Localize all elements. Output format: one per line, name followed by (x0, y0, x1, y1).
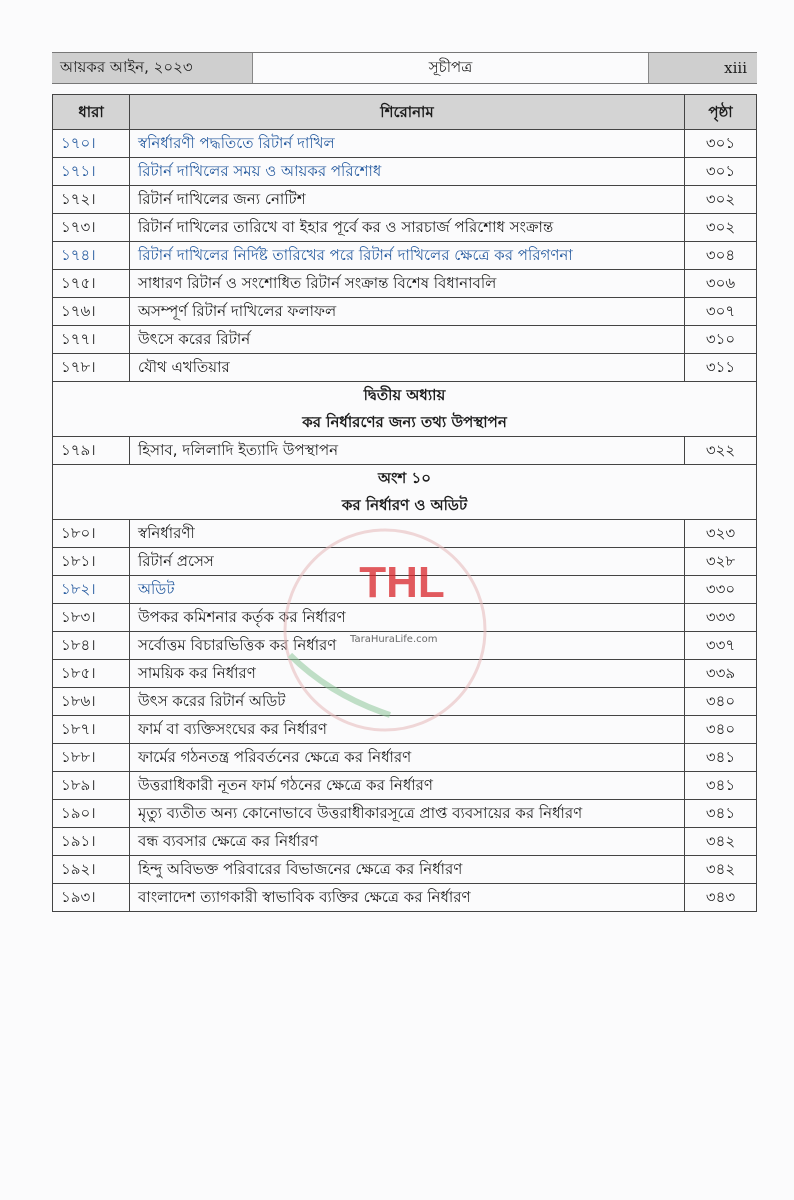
table-row (53, 744, 757, 772)
section-number: ১৭৩। (53, 214, 130, 242)
table-row (53, 158, 757, 186)
section-title: উৎস করের রিটার্ন অডিট (130, 688, 685, 716)
page-number-cell: ৩০২ (685, 186, 757, 214)
section-title: স্বনির্ধারণী (130, 520, 685, 548)
section-number: ১৮৫। (53, 660, 130, 688)
part-number: অংশ ১০ (53, 465, 757, 493)
section-title: সাময়িক কর নির্ধারণ (130, 660, 685, 688)
table-row (53, 326, 757, 354)
section-title: ফার্ম বা ব্যক্তিসংঘের কর নির্ধারণ (130, 716, 685, 744)
section-number: ১৮২। (53, 576, 130, 604)
section-title: রিটার্ন প্রসেস (130, 548, 685, 576)
page-number-cell: ৩৩৭ (685, 632, 757, 660)
section-title: উত্তরাধিকারী নূতন ফার্ম গঠনের ক্ষেত্রে কর নির্ধারণ (130, 772, 685, 800)
section-number: ১৮৪। (53, 632, 130, 660)
table-row (53, 884, 757, 912)
section-number: ১৮৭। (53, 716, 130, 744)
page-number-cell: ৩০৪ (685, 242, 757, 270)
table-row (53, 270, 757, 298)
chapter-heading (53, 382, 757, 437)
section-number: ১৭৪। (53, 242, 130, 270)
table-row (53, 688, 757, 716)
section-title: সূচীপত্র (252, 53, 649, 83)
table-row (53, 660, 757, 688)
section-title: সর্বোত্তম বিচারভিত্তিক কর নির্ধারণ (130, 632, 685, 660)
page-number-cell: ৩২৮ (685, 548, 757, 576)
section-number: ১৯২। (53, 856, 130, 884)
section-number: ১৭৯। (53, 437, 130, 465)
section-title: বাংলাদেশ ত্যাগকারী স্বাভাবিক ব্যক্তির ক্ষেত্রে কর নির্ধারণ (130, 884, 685, 912)
table-row (53, 772, 757, 800)
table-row (53, 242, 757, 270)
section-title: অডিট (130, 576, 685, 604)
section-title: অসম্পূর্ণ রিটার্ন দাখিলের ফলাফল (130, 298, 685, 326)
page-number-cell: ৩৪১ (685, 744, 757, 772)
part-heading (53, 465, 757, 520)
table-row (53, 800, 757, 828)
page-number-cell: ৩৪১ (685, 800, 757, 828)
section-title: হিন্দু অবিভক্ত পরিবারের বিভাজনের ক্ষেত্রে কর নির্ধারণ (130, 856, 685, 884)
page-number-cell: ৩০১ (685, 130, 757, 158)
chapter-title: কর নির্ধারণের জন্য তথ্য উপস্থাপন (53, 409, 757, 437)
page-number-cell: ৩৪২ (685, 856, 757, 884)
chapter-number: দ্বিতীয় অধ্যায় (53, 382, 757, 410)
page-number-cell: ৩০১ (685, 158, 757, 186)
section-title: সাধারণ রিটার্ন ও সংশোধিত রিটার্ন সংক্রান্ত বিশেষ বিধানাবলি (130, 270, 685, 298)
part-title: কর নির্ধারণ ও অডিট (53, 492, 757, 520)
section-number: ১৭০। (53, 130, 130, 158)
rows-group-b (53, 437, 757, 465)
section-title: স্বনির্ধারণী পদ্ধতিতে রিটার্ন দাখিল (130, 130, 685, 158)
section-title: হিসাব, দলিলাদি ইত্যাদি উপস্থাপন (130, 437, 685, 465)
table-row (53, 186, 757, 214)
page-number: xiii (649, 53, 757, 83)
running-header (52, 52, 757, 84)
rows-group-a (53, 130, 757, 382)
watermark-site: TaraHuraLife.com (350, 634, 438, 645)
section-number: ১৯০। (53, 800, 130, 828)
section-number: ১৯১। (53, 828, 130, 856)
table-row (53, 576, 757, 604)
section-title: উৎসে করের রিটার্ন (130, 326, 685, 354)
table-header-row (53, 95, 757, 130)
section-number: ১৮৮। (53, 744, 130, 772)
table-row (53, 437, 757, 465)
page-number-cell: ৩৪১ (685, 772, 757, 800)
table-row (53, 716, 757, 744)
page-number-cell: ৩৩০ (685, 576, 757, 604)
section-number: ১৭১। (53, 158, 130, 186)
section-title: ফার্মের গঠনতন্ত্র পরিবর্তনের ক্ষেত্রে কর নির্ধারণ (130, 744, 685, 772)
page-number-cell: ৩৪০ (685, 716, 757, 744)
rows-group-c (53, 520, 757, 912)
section-number: ১৮০। (53, 520, 130, 548)
page-number-cell: ৩২৩ (685, 520, 757, 548)
table-row (53, 520, 757, 548)
section-number: ১৭৮। (53, 354, 130, 382)
table-row (53, 298, 757, 326)
table-row (53, 828, 757, 856)
column-header-title: শিরোনাম (130, 95, 685, 130)
table-row (53, 632, 757, 660)
section-title: রিটার্ন দাখিলের তারিখে বা ইহার পূর্বে কর ও সারচার্জ পরিশোধ সংক্রান্ত (130, 214, 685, 242)
table-row (53, 548, 757, 576)
section-number: ১৭২। (53, 186, 130, 214)
page-number-cell: ৩৪৩ (685, 884, 757, 912)
section-title: মৃত্যু ব্যতীত অন্য কোনোভাবে উত্তরাধীকারসূত্রে প্রাপ্ত ব্যবসায়ের কর নির্ধারণ (130, 800, 685, 828)
table-row (53, 604, 757, 632)
section-title: উপকর কমিশনার কর্তৃক কর নির্ধারণ (130, 604, 685, 632)
table-row (53, 214, 757, 242)
section-title: রিটার্ন দাখিলের সময় ও আয়কর পরিশোধ (130, 158, 685, 186)
page-number-cell: ৩৩৩ (685, 604, 757, 632)
page-number-cell: ৩১০ (685, 326, 757, 354)
page-number-cell: ৩০৭ (685, 298, 757, 326)
page-number-cell: ৩২২ (685, 437, 757, 465)
section-number: ১৮৯। (53, 772, 130, 800)
section-title: বন্ধ ব্যবসার ক্ষেত্রে কর নির্ধারণ (130, 828, 685, 856)
table-row (53, 354, 757, 382)
page-number-cell: ৩১১ (685, 354, 757, 382)
column-header-section: ধারা (53, 95, 130, 130)
section-number: ১৭৫। (53, 270, 130, 298)
section-number: ১৮১। (53, 548, 130, 576)
section-title: রিটার্ন দাখিলের নির্দিষ্ট তারিখের পরে রিটার্ন দাখিলের ক্ষেত্রে কর পরিগণনা (130, 242, 685, 270)
page-number-cell: ৩৩৯ (685, 660, 757, 688)
table-row (53, 856, 757, 884)
section-title: যৌথ এখতিয়ার (130, 354, 685, 382)
section-number: ১৮৬। (53, 688, 130, 716)
column-header-page: পৃষ্ঠা (685, 95, 757, 130)
section-number: ১৭৭। (53, 326, 130, 354)
page-number-cell: ৩৪০ (685, 688, 757, 716)
section-title: রিটার্ন দাখিলের জন্য নোটিশ (130, 186, 685, 214)
contents-table (52, 94, 757, 912)
book-title: আয়কর আইন, ২০২৩ (52, 53, 252, 83)
section-number: ১৯৩। (53, 884, 130, 912)
page-number-cell: ৩৪২ (685, 828, 757, 856)
section-number: ১৮৩। (53, 604, 130, 632)
page-number-cell: ৩০৬ (685, 270, 757, 298)
section-number: ১৭৬। (53, 298, 130, 326)
page-number-cell: ৩০২ (685, 214, 757, 242)
watermark-logo-text: THL (359, 558, 445, 607)
table-row (53, 130, 757, 158)
